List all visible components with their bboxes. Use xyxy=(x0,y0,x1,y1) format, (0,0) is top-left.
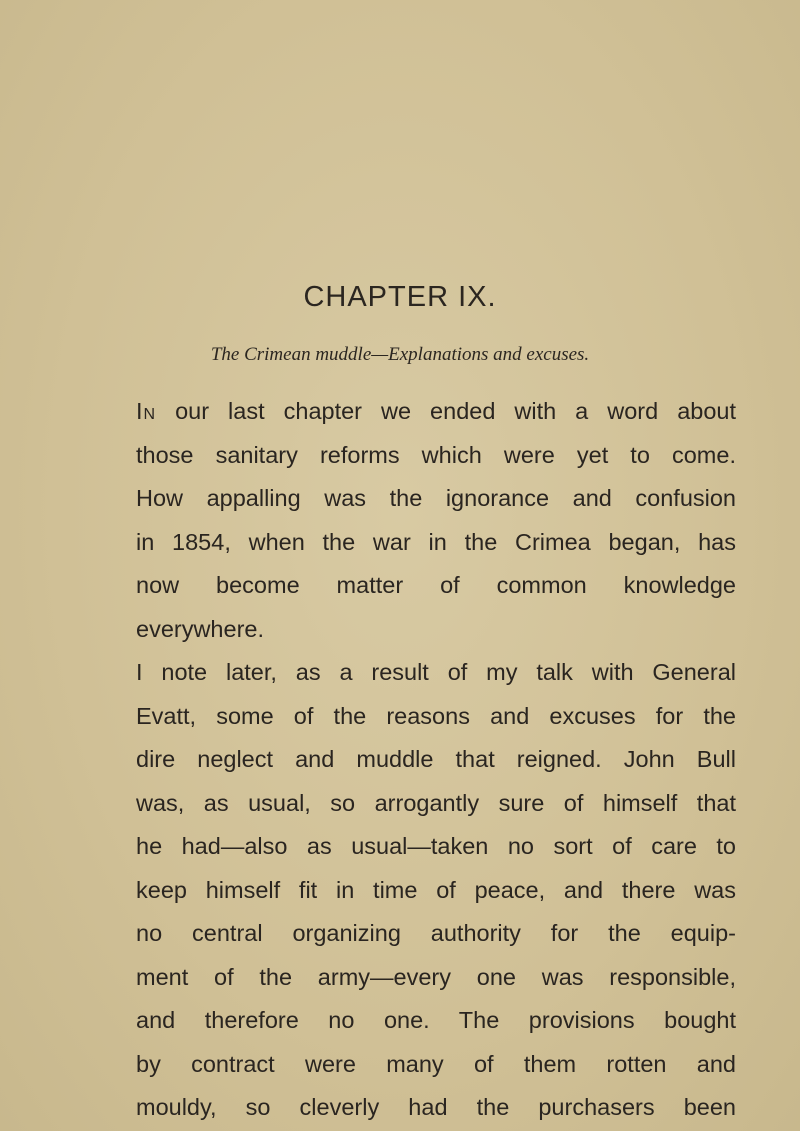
text-line-6: everywhere. xyxy=(136,615,264,642)
text-line-2: those sanitary reforms which were yet to come. xyxy=(136,441,736,468)
text-line-12: keep himself fit in time of peace, and there was xyxy=(136,876,736,903)
text-line-15: and therefore no one. The provisions bought xyxy=(136,1007,736,1033)
chapter-subtitle: The Crimean muddle—Explanations and excuses. xyxy=(210,344,590,365)
chapter-title: CHAPTER IX. xyxy=(303,281,497,313)
text-line-5: now become matter of common knowledge xyxy=(136,572,736,598)
text-line-16: by contract were many of them rotten and xyxy=(136,1050,736,1077)
text-line-1-rest: our last chapter we ended with a word about xyxy=(156,398,736,424)
text-line-17: mouldy, so cleverly had the purchasers been xyxy=(136,1094,736,1120)
text-line-1 xyxy=(136,390,736,434)
text-line-8: Evatt, some of the reasons and excuses for the xyxy=(136,702,736,729)
body-text xyxy=(136,390,736,1130)
text-line-10: was, as usual, so arrogantly sure of himself that xyxy=(136,789,736,816)
text-line-9: dire neglect and muddle that reigned. John Bull xyxy=(136,746,736,772)
text-line-11: he had—also as usual—taken no sort of care to xyxy=(136,833,736,859)
text-line-7: I note later, as a result of my talk with General xyxy=(136,659,736,685)
text-line-3: How appalling was the ignorance and confusion xyxy=(136,485,736,511)
opening-word: In xyxy=(136,398,157,424)
text-line-14: ment of the army—every one was responsible, xyxy=(136,963,736,990)
text-line-4: in 1854, when the war in the Crimea began, has xyxy=(136,528,736,555)
text-line-13: no central organizing authority for the equip- xyxy=(136,920,736,946)
